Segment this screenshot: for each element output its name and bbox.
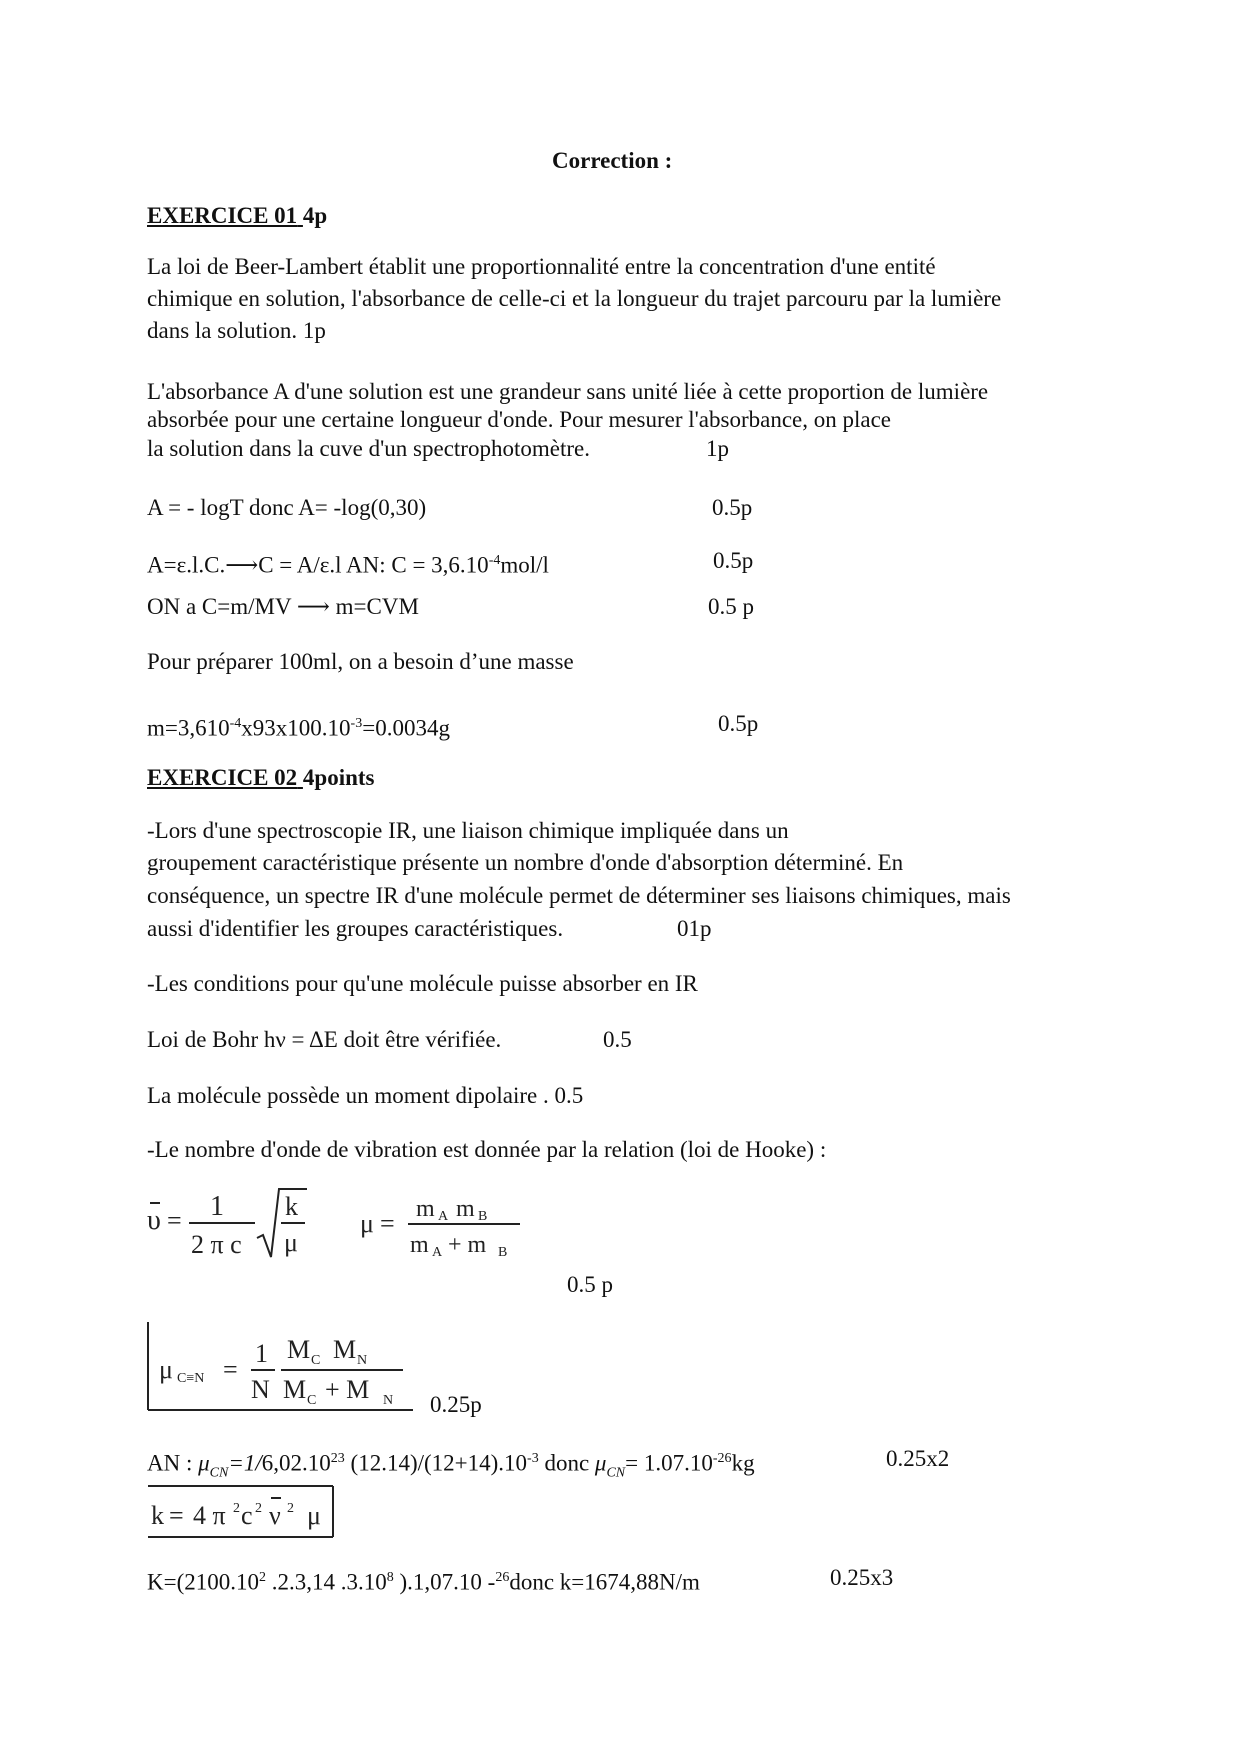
ex1-para2-points: 1p <box>706 436 729 461</box>
svg-text:2: 2 <box>255 1501 262 1516</box>
svg-text:m: m <box>416 1196 435 1222</box>
svg-text:M: M <box>283 1375 307 1404</box>
svg-text:=: = <box>167 1206 182 1235</box>
svg-text:C: C <box>311 1353 321 1368</box>
svg-text:+ M: + M <box>325 1375 370 1404</box>
svg-text:+ m: + m <box>448 1232 487 1258</box>
ex1-mass-result-points: 0.5p <box>718 711 759 736</box>
ex2-para1-line4: aussi d'identifier les groupes caractéristiques. <box>147 916 564 941</box>
ex2-dipole-points: 0.5 <box>554 1083 584 1108</box>
svg-text:1: 1 <box>210 1191 224 1222</box>
svg-text:A: A <box>432 1245 443 1260</box>
ex1-mass-relation-points: 0.5 p <box>708 594 754 619</box>
svg-text:m: m <box>456 1196 475 1222</box>
svg-text:M: M <box>287 1335 311 1364</box>
svg-text:k: k <box>151 1501 164 1530</box>
svg-text:C: C <box>307 1393 317 1408</box>
ex2-k-line: $K=(2100.10^2$ .2.3,14 .3.10$^8$ ).1,07.10 -$^{26}$donc k=1674,88N/m <box>147 1569 700 1595</box>
mu-CN-formula <box>147 1322 417 1412</box>
svg-text:=: = <box>169 1501 184 1530</box>
ex2-bohr-points: 0.5 <box>603 1027 632 1052</box>
ex1-prepare-line: Pour préparer 100ml, on a besoin d’une masse <box>147 649 574 674</box>
ex1-concentration-points: 0.5p <box>713 548 754 573</box>
exercise-1-points: 4p <box>302 203 328 228</box>
svg-text:1: 1 <box>255 1339 268 1368</box>
exercise-1-heading <box>147 201 327 231</box>
svg-text:2: 2 <box>287 1501 294 1516</box>
svg-text:μ: μ <box>159 1355 173 1384</box>
svg-text:=: = <box>223 1355 238 1384</box>
svg-text:4 π: 4 π <box>193 1501 226 1530</box>
ex2-an-line: AN : $\mu_{CN}=1/6,02.10^{23}$ $(12.14)/(12+14).10^{-3}$ donc $\mu_{CN}= 1.07.10^{-26}kg$ <box>147 1450 755 1481</box>
ex2-an-points: 0.25x2 <box>886 1446 950 1471</box>
exercise-2-heading <box>147 763 375 793</box>
page-title: Correction : <box>552 148 673 173</box>
svg-text:2 π c: 2 π c <box>191 1230 242 1259</box>
ex1-para2-line1: L'absorbance A d'une solution est une grandeur sans unité liée à cette proportion de lumière <box>147 379 989 404</box>
exercise-1-title: EXERCICE 01 <box>147 203 298 228</box>
svg-text:μ: μ <box>360 1209 374 1238</box>
ex1-absorbance-points: 0.5p <box>712 495 753 520</box>
ex2-dipole-line: La molécule possède un moment dipolaire . 0.5 <box>147 1083 584 1108</box>
svg-text:N: N <box>383 1393 394 1408</box>
k-formula <box>147 1484 337 1540</box>
svg-text:2: 2 <box>233 1501 240 1516</box>
ex1-para2-line3: la solution dans la cuve d'un spectrophotomètre. <box>147 436 590 461</box>
svg-text:ν: ν <box>269 1501 281 1530</box>
mu-formula <box>358 1188 528 1268</box>
svg-text:υ: υ <box>147 1205 161 1236</box>
ex1-para2-line2: absorbée pour une certaine longueur d'onde. Pour mesurer l'absorbance, on place <box>147 407 892 432</box>
exercise-2-points: 4points <box>302 765 375 790</box>
formula-2-points: 0.25p <box>430 1392 482 1417</box>
ex1-concentration-line: A=ε.l.C.⟶C = A/ε.l AN: $C = 3,6.10^{-4}mol/l$ <box>147 552 549 578</box>
svg-text:A: A <box>438 1209 449 1224</box>
ex2-para1-line2: groupement caractéristique présente un nombre d'onde d'absorption déterminé. En <box>147 850 904 875</box>
ex2-bohr-line: Loi de Bohr hν = ΔE doit être vérifiée. <box>147 1027 502 1052</box>
exercise-2-title: EXERCICE 02 <box>147 765 298 790</box>
svg-text:m: m <box>410 1232 429 1258</box>
svg-text:N: N <box>251 1375 270 1404</box>
svg-text:C≡N: C≡N <box>177 1371 205 1386</box>
ex1-mass-result-line: $m=3,610^{-4}x93x100.10^{-3}=0.0034g$ <box>147 715 450 741</box>
svg-text:=: = <box>380 1209 395 1238</box>
ex1-para1-line1: La loi de Beer-Lambert établit une proportionnalité entre la concentration d'une entité <box>147 254 936 279</box>
ex1-mass-relation-line: ON a C=m/MV ⟶ m=CVM <box>147 594 419 619</box>
ex1-absorbance-line: A = - logT donc A= -log(0,30) <box>147 495 427 520</box>
svg-text:k: k <box>285 1192 298 1221</box>
svg-text:B: B <box>498 1245 508 1260</box>
ex2-conditions-line: -Les conditions pour qu'une molécule puisse absorber en IR <box>147 971 698 996</box>
svg-text:μ: μ <box>284 1228 298 1257</box>
ex1-para1-line2: chimique en solution, l'absorbance de celle-ci et la longueur du trajet parcouru par la lumière <box>147 286 1002 311</box>
svg-text:B: B <box>478 1209 488 1224</box>
svg-text:N: N <box>357 1353 368 1368</box>
svg-text:μ: μ <box>307 1501 321 1530</box>
ex2-para1-line3: conséquence, un spectre IR d'une molécule permet de déterminer ses liaisons chimiques, mais <box>147 883 1011 908</box>
ex2-hooke-line: -Le nombre d'onde de vibration est donnée par la relation (loi de Hooke) : <box>147 1137 827 1162</box>
ex2-para1-points: 01p <box>677 916 712 941</box>
ex2-k-points: 0.25x3 <box>830 1565 894 1590</box>
formula-1-points: 0.5 p <box>567 1272 613 1297</box>
svg-text:M: M <box>333 1335 357 1364</box>
ex2-para1-line1: -Lors d'une spectroscopie IR, une liaison chimique impliquée dans un <box>147 818 789 843</box>
svg-text:c: c <box>241 1501 253 1530</box>
nu-bar-formula <box>147 1183 317 1263</box>
ex1-para1-line3: dans la solution. 1p <box>147 318 326 343</box>
